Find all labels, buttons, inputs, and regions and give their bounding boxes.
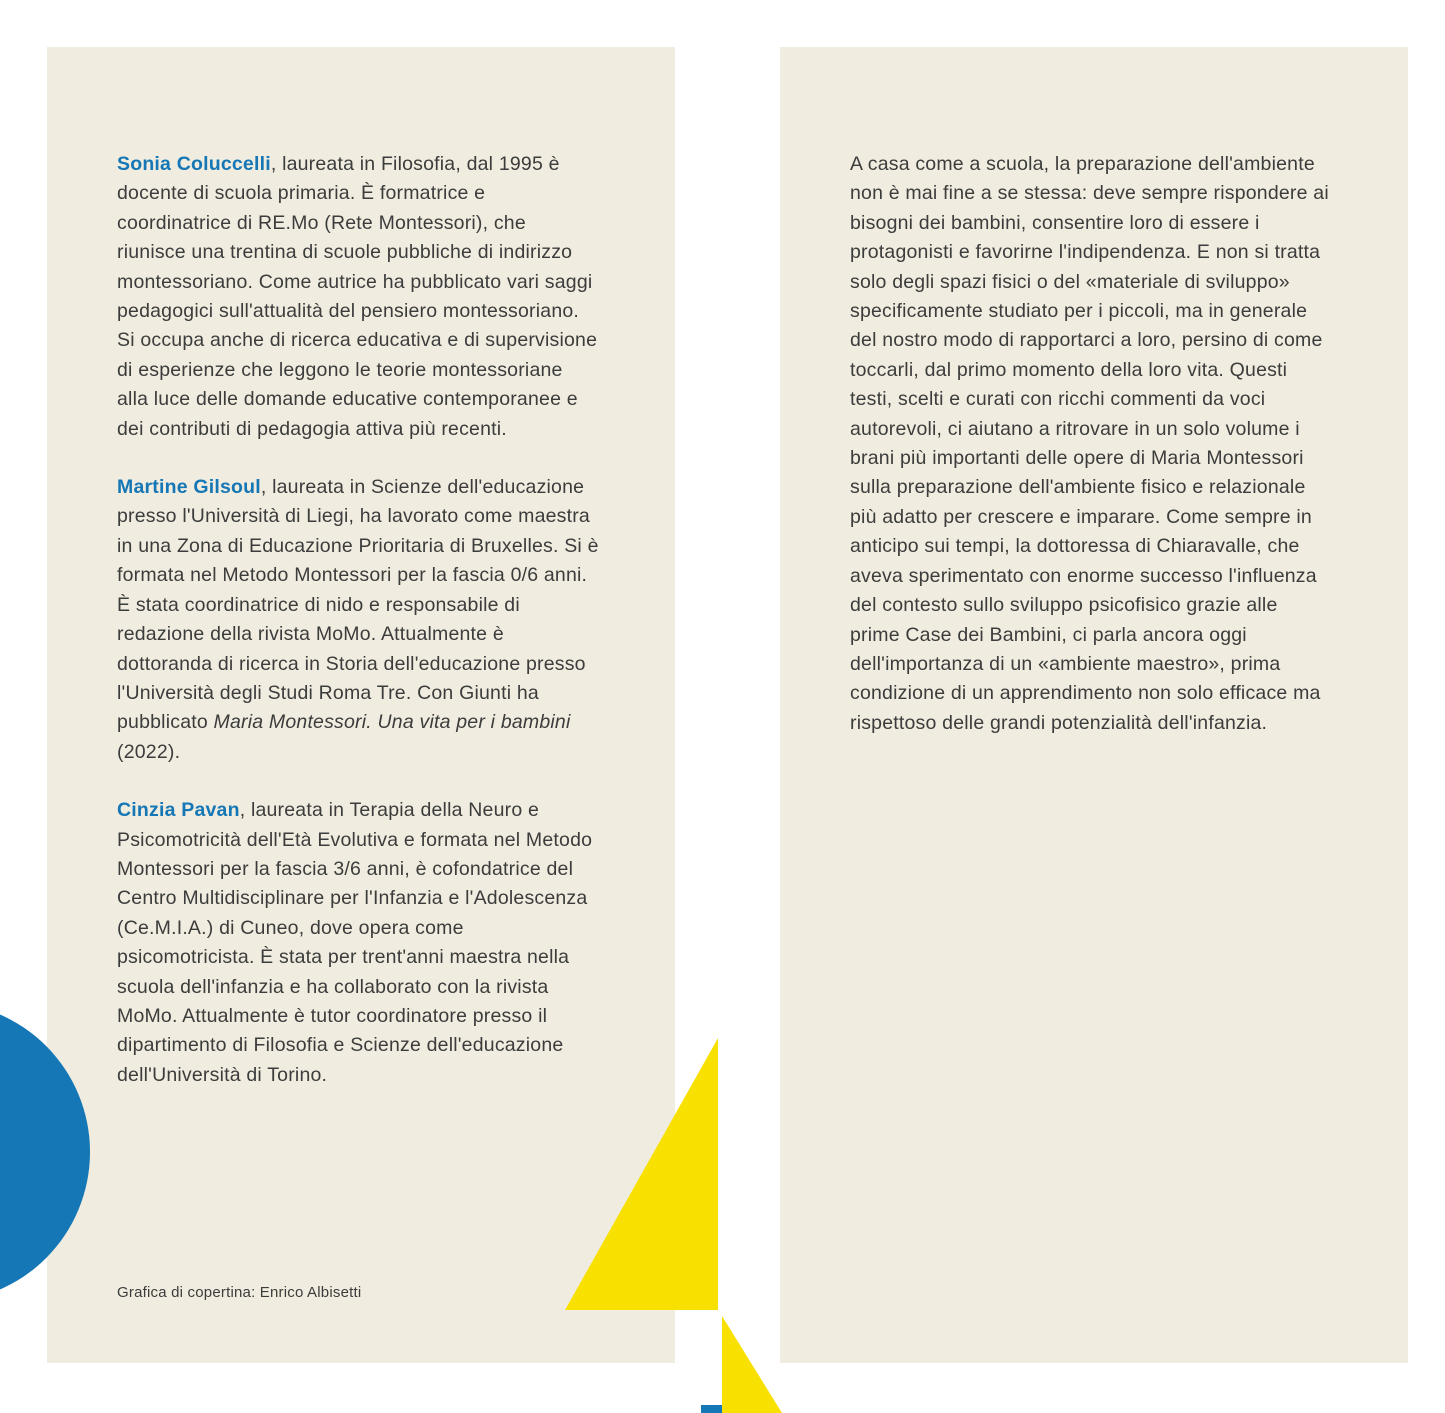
bio-text: , laureata in Scienze dell'educazione presso l'Università di Liegi, ha lavorato come maestra in una Zona di Educazione Prioritaria di Bruxelles. Si è formata nel Metodo Montessori per la fascia 0/6 anni. È stata coordinatrice di nido e responsabile di redazione della rivista MoMo. Attualmente è dottoranda di ricerca in Storia dell'educazione presso l'Università degli Studi Roma Tre. Con Giunti ha pubblicato <box>117 476 599 734</box>
back-cover-text-column <box>850 150 1332 767</box>
left-flap-panel <box>47 47 675 1363</box>
bio-name: Martine Gilsoul <box>117 476 261 499</box>
right-flap-panel <box>780 47 1408 1363</box>
yellow-triangle-small-decoration <box>722 1316 782 1413</box>
bio-book-title: Maria Montessori. Una vita per i bambini <box>213 711 571 734</box>
bio-sonia-coluccelli <box>117 150 599 444</box>
author-bios-column <box>117 150 599 1119</box>
bio-cinzia-pavan <box>117 796 599 1090</box>
bio-martine-gilsoul <box>117 473 599 767</box>
bio-text: , laureata in Terapia della Neuro e Psicomotricità dell'Età Evolutiva e formata nel Metodo Montessori per la fascia 3/6 anni, è cofondatrice del Centro Multidisciplinare per l'Infanzia e l'Adolescenza (Ce.M.I.A.) di Cuneo, dove opera come psicomotricista. È stata per trent'anni maestra nella scuola dell'infanzia e ha collaborato con la rivista MoMo. Attualmente è tutor coordinatore presso il dipartimento di Filosofia e Scienze dell'educazione dell'Università di Torino. <box>117 799 593 1086</box>
bio-text: (2022). <box>117 740 181 763</box>
bio-name: Sonia Coluccelli <box>117 153 271 175</box>
bio-text: , laureata in Filosofia, dal 1995 è docente di scuola primaria. È formatrice e coordinatrice di RE.Mo (Rete Montessori), che riunisce una trentina di scuole pubbliche di indirizzo montessoriano. Come autrice ha pubblicato vari saggi pedagogici sull'attualità del pensiero montessoriano. Si occupa anche di ricerca educativa e di supervisione di esperienze che leggono le teorie montessoriane alla luce delle domande educative contemporanee e dei contributi di pedagogia attiva più recenti. <box>117 153 598 440</box>
bio-name: Cinzia Pavan <box>117 799 240 822</box>
cover-design-credit: Grafica di copertina: Enrico Albisetti <box>117 1284 362 1301</box>
back-cover-paragraph: A casa come a scuola, la preparazione dell'ambiente non è mai fine a se stessa: deve sempre rispondere ai bisogni dei bambini, consentire loro di essere i protagonisti e favorirne l'indipendenza. E non si tratta solo degli spazi fisici o del «materiale di sviluppo» specificamente studiato per i piccoli, ma in generale del nostro modo di rapportarci a loro, persino di come toccarli, dal primo momento della loro vita. Questi testi, scelti e curati con ricchi commenti da voci autorevoli, ci aiutano a ritrovare in un solo volume i brani più importanti delle opere di Maria Montessori sulla preparazione dell'ambiente fisico e relazionale più adatto per crescere e imparare. Come sempre in anticipo sui tempi, la dottoressa di Chiaravalle, che aveva sperimentato con enorme successo l'influenza del contesto sullo sviluppo psicofisico grazie alle prime Case dei Bambini, ci parla ancora oggi dell'importanza di un «ambiente maestro», prima condizione di un apprendimento non solo efficace ma rispettoso delle grandi potenzialità dell'infanzia. <box>850 153 1329 734</box>
